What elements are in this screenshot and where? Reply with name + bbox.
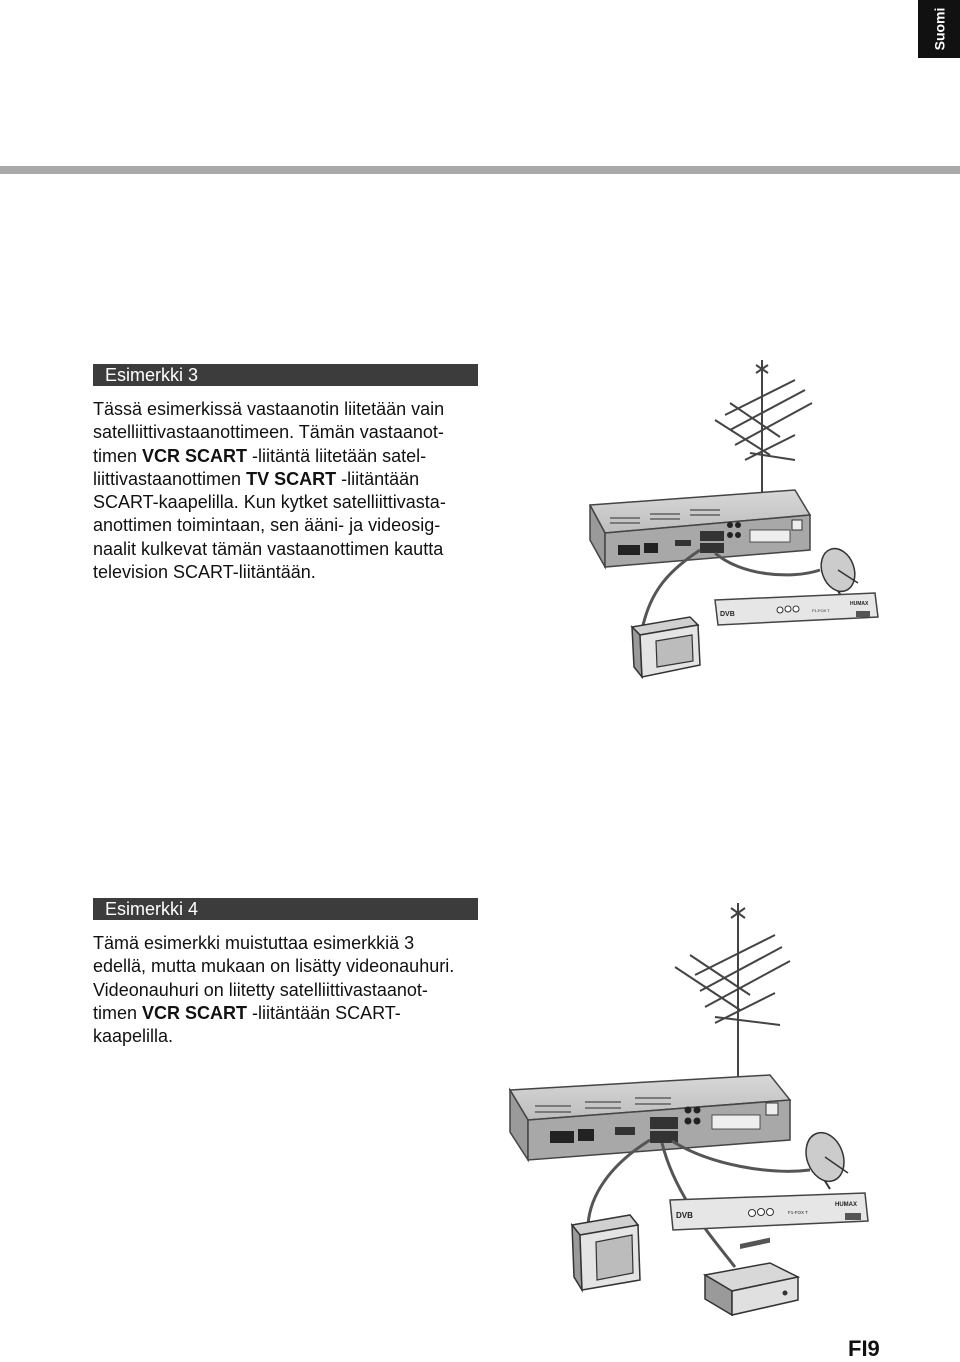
television-icon: [572, 1215, 640, 1290]
receiver-front-panel: [715, 593, 878, 625]
text-line: naalit kulkevat tämän vastaanottimen kautta: [93, 538, 444, 559]
text-line: satelliittivastaanottimeen. Tämän vastaanot-: [93, 422, 444, 443]
receiver-back-panel: [510, 1075, 790, 1160]
satellite-dish-icon: [800, 1127, 851, 1189]
example4-text: [93, 932, 493, 1048]
vcr-icon: [705, 1238, 798, 1315]
example4-connection-diagram: [500, 895, 880, 1330]
example4-heading-text: Esimerkki 4: [105, 899, 199, 919]
text-line: Videonauhuri on liitetty satelliittivastaanot-: [93, 979, 428, 1000]
top-divider: [0, 166, 960, 174]
example3-text: [93, 398, 493, 584]
example3-connection-diagram: [580, 355, 940, 685]
text-line: timen VCR SCART -liitäntä liitetään satel-: [93, 445, 427, 466]
dvb-logo: DVB: [720, 611, 735, 618]
text-line: liittivastaanottimen TV SCART -liitäntään: [93, 468, 420, 489]
text-line: edellä, mutta mukaan on lisätty videonauhuri.: [93, 956, 455, 977]
language-tab: [918, 0, 960, 58]
example3-heading-text: Esimerkki 3: [105, 365, 199, 385]
example4-heading: [93, 898, 478, 920]
language-tab-label: Suomi: [931, 7, 947, 51]
satellite-dish-icon: [815, 544, 860, 597]
dvb-logo: DVB: [676, 1211, 693, 1220]
television-icon: [632, 617, 700, 677]
text-line: Tässä esimerkissä vastaanotin liitetään vain: [93, 399, 445, 419]
page-number: FI9: [848, 1336, 880, 1361]
receiver-back-panel: [590, 490, 810, 567]
text-line: television SCART-liitäntään.: [93, 562, 316, 583]
brand-logo: HUMAX: [850, 601, 869, 607]
text-line: timen VCR SCART -liitäntään SCART-: [93, 1002, 401, 1023]
receiver-front-panel: [670, 1193, 868, 1230]
model-label: F1-FOX T: [812, 608, 830, 613]
text-line: SCART-kaapelilla. Kun kytket satelliittivasta-: [93, 492, 446, 513]
text-line: kaapelilla.: [93, 1026, 174, 1047]
text-line: anottimen toimintaan, sen ääni- ja videosig-: [93, 515, 441, 536]
tv-antenna-icon: [675, 903, 790, 1105]
brand-logo: HUMAX: [835, 1202, 857, 1208]
model-label: F1-FOX T: [788, 1210, 808, 1215]
text-line: Tämä esimerkki muistuttaa esimerkkiä 3: [93, 933, 415, 953]
example3-heading: [93, 364, 478, 386]
